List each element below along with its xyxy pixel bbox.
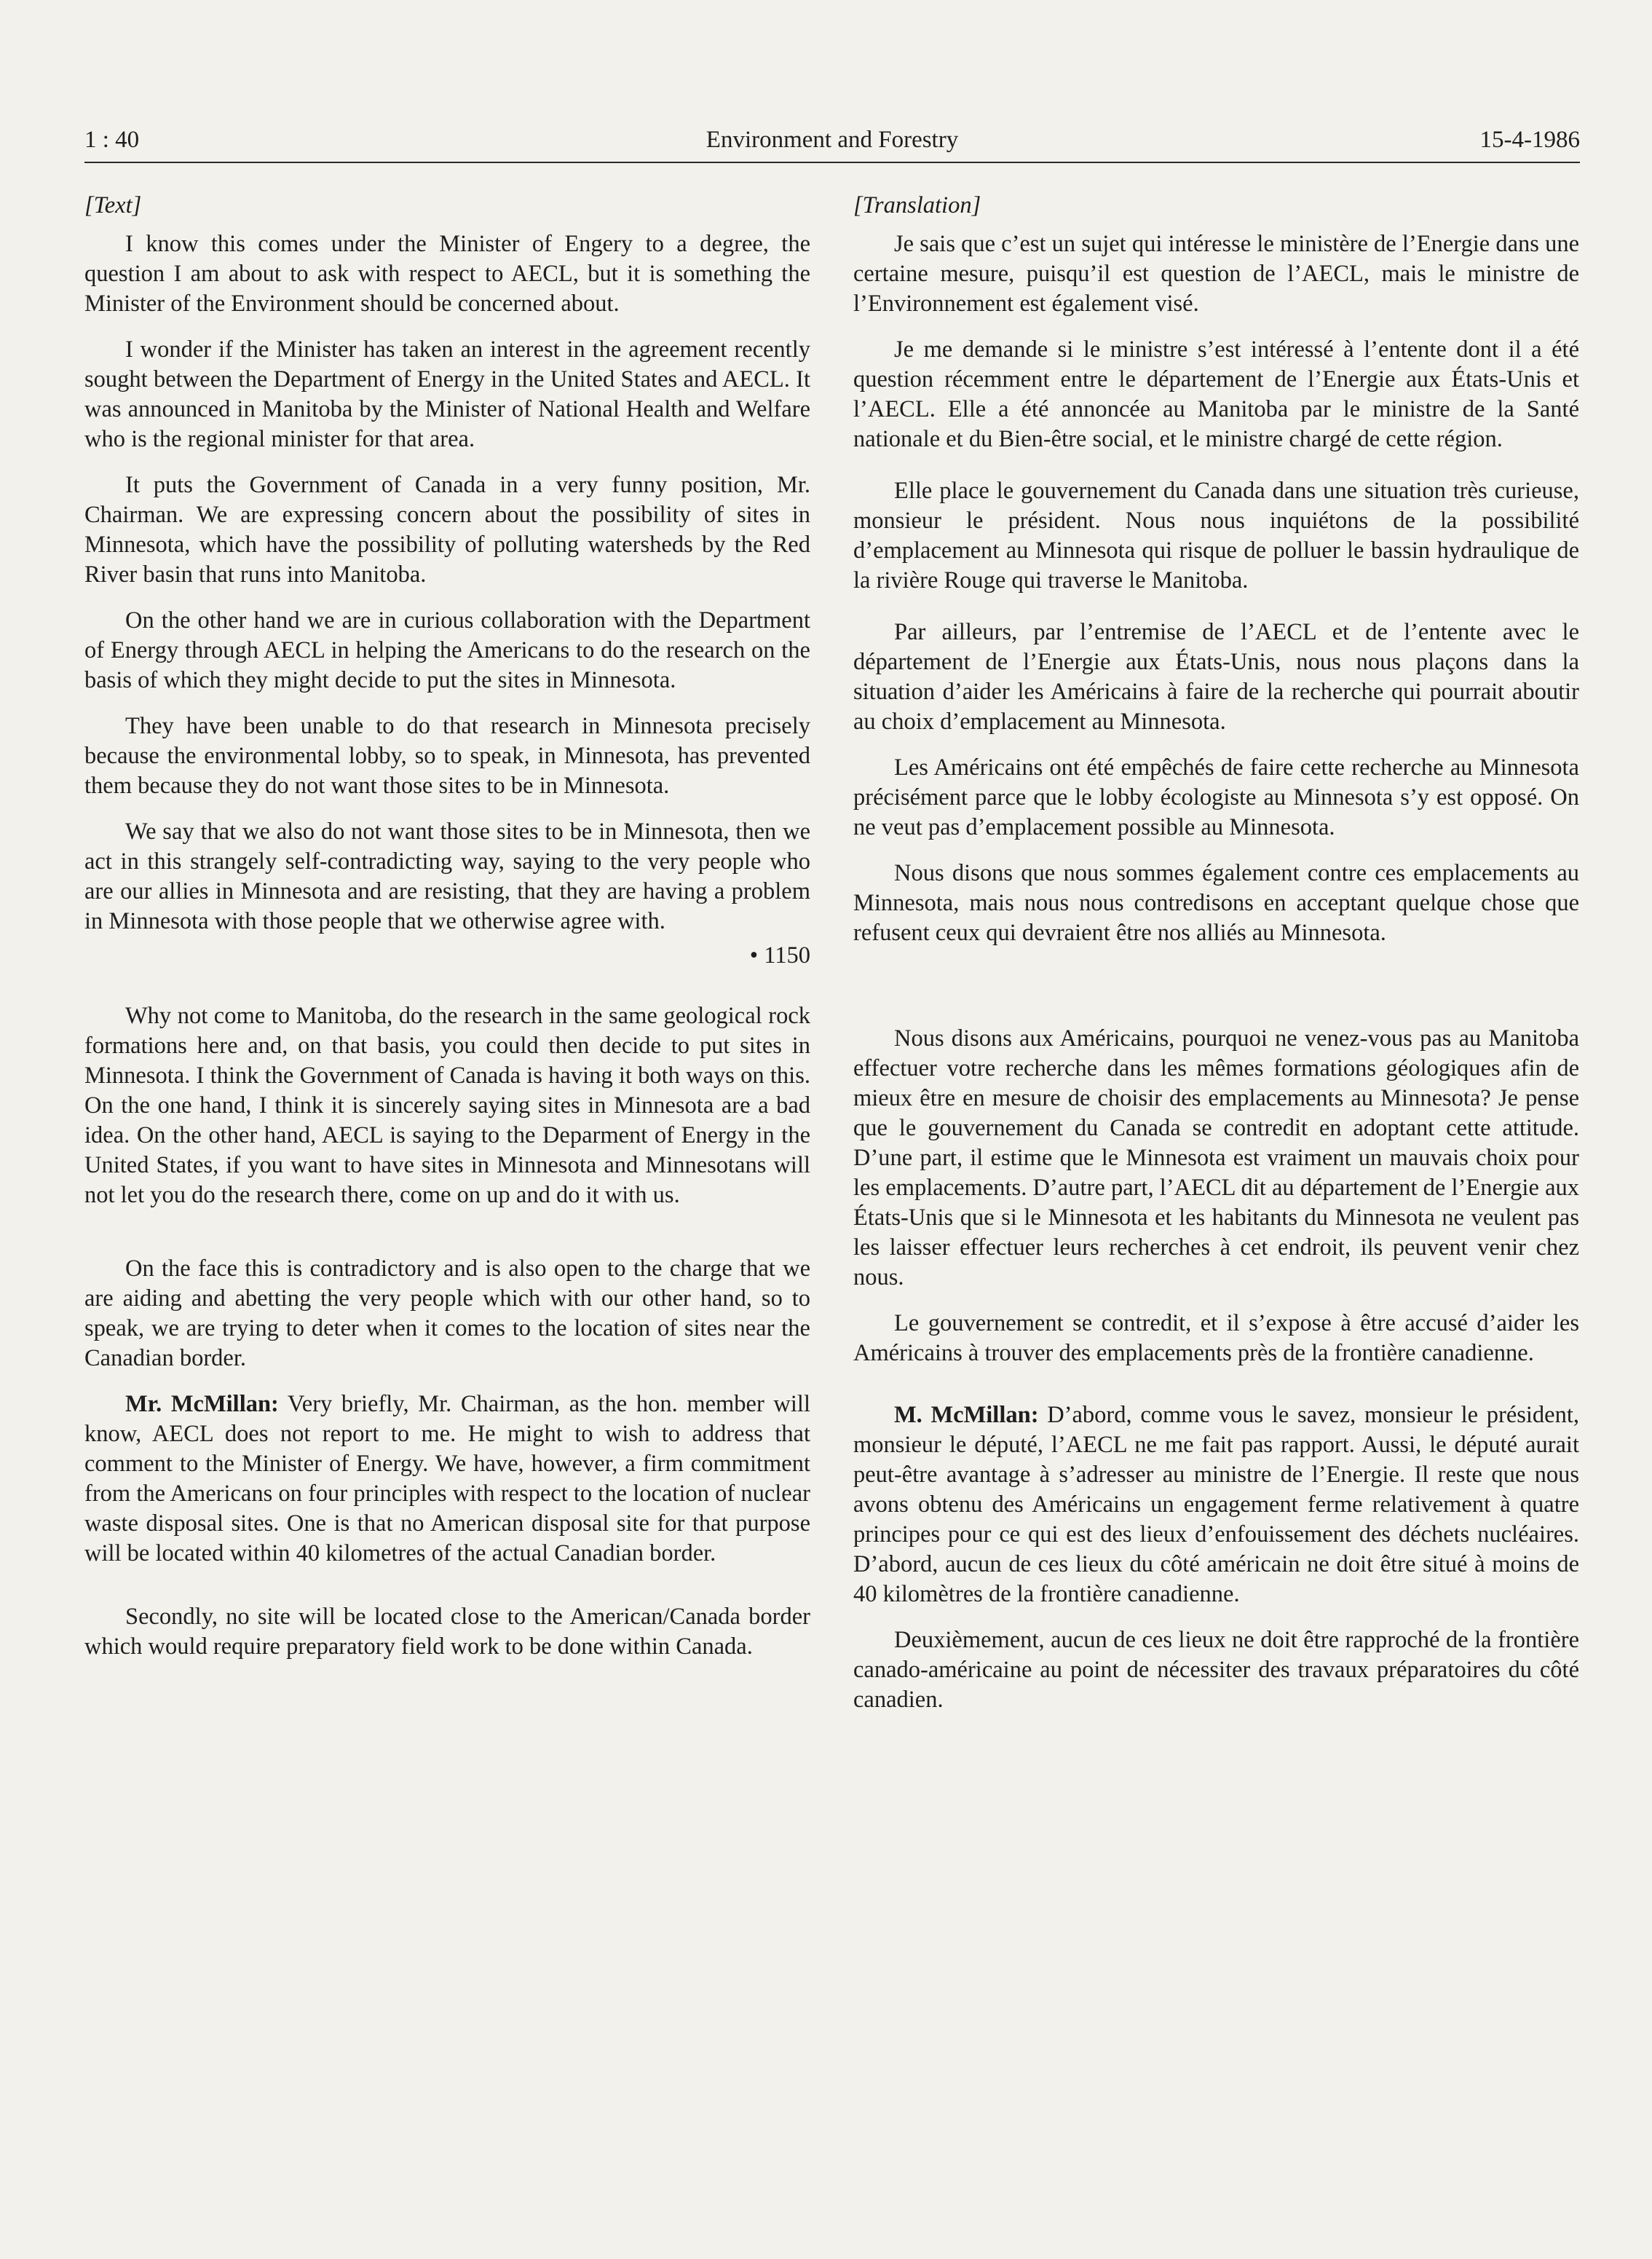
paragraph: They have been unable to do that research in Minnesota precisely because the environmental lobby, so to speak, in Minnesota, has prevented them because they do not want those sites to be in Minnesota. — [84, 713, 810, 799]
speaker-paragraph — [853, 1400, 1579, 1609]
paragraph: I know this comes under the Minister of Engery to a degree, the question I am about to ask with respect to AECL, but it is something the Minister of the Environment should be concerned about. — [84, 231, 810, 317]
paragraph: Secondly, no site will be located close to the American/Canada border which would require preparatory field work to be done within Canada. — [84, 1604, 810, 1660]
running-header — [84, 122, 1580, 163]
speaker-text: D’abord, comme vous le savez, monsieur le président, monsieur le député, l’AECL ne me fait pas rapport. Aussi, le député aurait peut-être avantage à s’adresser au ministre de l’Energie. Il reste que nous avons obtenu des Américains un engagement ferme relativement à quatre principes pour ce qui est des lieux d’enfouissement des déchets nucléaires. D’abord, aucun de ces lieux du côté américain ne doit être situé à moins de 40 kilomètres de la frontière canadienne. — [853, 1402, 1580, 1607]
paragraph: Les Américains ont été empêchés de faire cette recherche au Minnesota précisément parce que le lobby écologiste au Minnesota s’y est opposé. On ne veut pas d’emplacement possible au Minnesota. — [853, 754, 1579, 840]
speaker-text: Very briefly, Mr. Chairman, as the hon. member will know, AECL does not report to me. He might to wish to address that comment to the Minister of Energy. We have, however, a firm commitment from the Americans on four principles with respect to the location of nuclear waste disposal sites. One is that no American disposal site for that purpose will be located within 40 kilometres of the actual Canadian border. — [84, 1391, 810, 1566]
paragraph: Nous disons aux Américains, pourquoi ne venez-vous pas au Manitoba effectuer votre recherche dans les mêmes formations géologiques afin de mieux être en mesure de choisir des emplacements au Minnesota? Je pense que le gouvernement du Canada se contredit en adoptant cette attitude. D’une part, il estime que le Minnesota est vraiment un mauvais choix pour les emplacements. D’autre part, l’AECL dit au département de l’Energie aux États-Unis que si le Minnesota et les habitants du Minnesota ne veulent pas les laisser effectuer leurs recherches à cet endroit, ils peuvent venir chez nous. — [853, 1025, 1579, 1290]
paragraph: Je me demande si le ministre s’est intéressé à l’entente dont il a été question récemment entre le département de l’Energie aux États-Unis et l’AECL. Elle a été annoncée au Manitoba par le ministre de la Santé nationale et du Bien-être social, et le ministre chargé de cette région. — [853, 336, 1579, 452]
speaker-name: Mr. McMillan: — [125, 1391, 279, 1417]
speaker-paragraph — [84, 1389, 810, 1569]
paragraph: On the face this is contradictory and is also open to the charge that we are aiding and abetting the very people which with our other hand, so to speak, we are trying to deter when it comes to the location of sites near the Canadian border. — [84, 1255, 810, 1371]
french-column — [853, 191, 1579, 1731]
paragraph: I wonder if the Minister has taken an interest in the agreement recently sought between the Department of Energy in the United States and AECL. It was announced in Manitoba by the Minister of National Health and Welfare who is the regional minister for that area. — [84, 336, 810, 452]
paragraph: Nous disons que nous sommes également contre ces emplacements au Minnesota, mais nous nous contredisons en acceptant quelque chose que refusent ceux qui devraient être nos alliés au Minnesota. — [853, 860, 1579, 946]
paragraph: We say that we also do not want those sites to be in Minnesota, then we act in this strangely self-contradicting way, saying to the very people who are our allies in Minnesota and are resisting, that they are having a problem in Minnesota with those people that we otherwise agree with. — [84, 819, 810, 934]
paragraph: On the other hand we are in curious collaboration with the Department of Energy through AECL in helping the Americans to do the research on the basis of which they might decide to put the sites in Minnesota. — [84, 607, 810, 693]
committee-title: Environment and Forestry — [706, 127, 959, 153]
page-number: 1 : 40 — [84, 127, 140, 153]
paragraph: Je sais que c’est un sujet qui intéresse le ministère de l’Energie dans une certaine mesure, puisqu’il est question de l’AECL, mais le ministre de l’Environnement est également visé. — [853, 231, 1579, 317]
paragraph: Elle place le gouvernement du Canada dans une situation très curieuse, monsieur le président. Nous nous inquiétons de la possibilité d’emplacement au Minnesota qui risque de polluer le bassin hydraulique de la rivière Rouge qui traverse le Manitoba. — [853, 478, 1579, 594]
sitting-date: 15-4-1986 — [1479, 127, 1580, 153]
text-label: [Text] — [84, 192, 142, 218]
paragraph: Deuxièmement, aucun de ces lieux ne doit être rapproché de la frontière canado-américaine au point de nécessiter des travaux préparatoires du côté canadien. — [853, 1627, 1579, 1713]
paragraph: Why not come to Manitoba, do the research in the same geological rock formations here and, on that basis, you could then decide to put sites in Minnesota. I think the Government of Canada is having it both ways on this. On the one hand, I think it is sincerely saying sites in Minnesota are a bad idea. On the other hand, AECL is saying to the Deparment of Energy in the United States, if you want to have sites in Minnesota and Minnesotans will not let you do the research there, come on up and do it with us. — [84, 1003, 810, 1208]
time-marker: • 1150 — [749, 942, 810, 969]
english-column — [84, 191, 810, 1678]
paragraph: Le gouvernement se contredit, et il s’expose à être accusé d’aider les Américains à trouver des emplacements près de la frontière canadienne. — [853, 1310, 1579, 1366]
speaker-name: M. McMillan: — [894, 1402, 1039, 1428]
translation-label: [Translation] — [853, 192, 981, 218]
paragraph: Par ailleurs, par l’entremise de l’AECL et de l’entente avec le département de l’Energie aux États-Unis, nous nous plaçons dans la situation d’aider les Américains à faire de la recherche qui pourrait aboutir au choix d’emplacement au Minnesota. — [853, 619, 1579, 735]
paragraph: It puts the Government of Canada in a very funny position, Mr. Chairman. We are expressing concern about the possibility of sites in Minnesota, which have the possibility of polluting watersheds by the Red River basin that runs into Manitoba. — [84, 472, 810, 588]
